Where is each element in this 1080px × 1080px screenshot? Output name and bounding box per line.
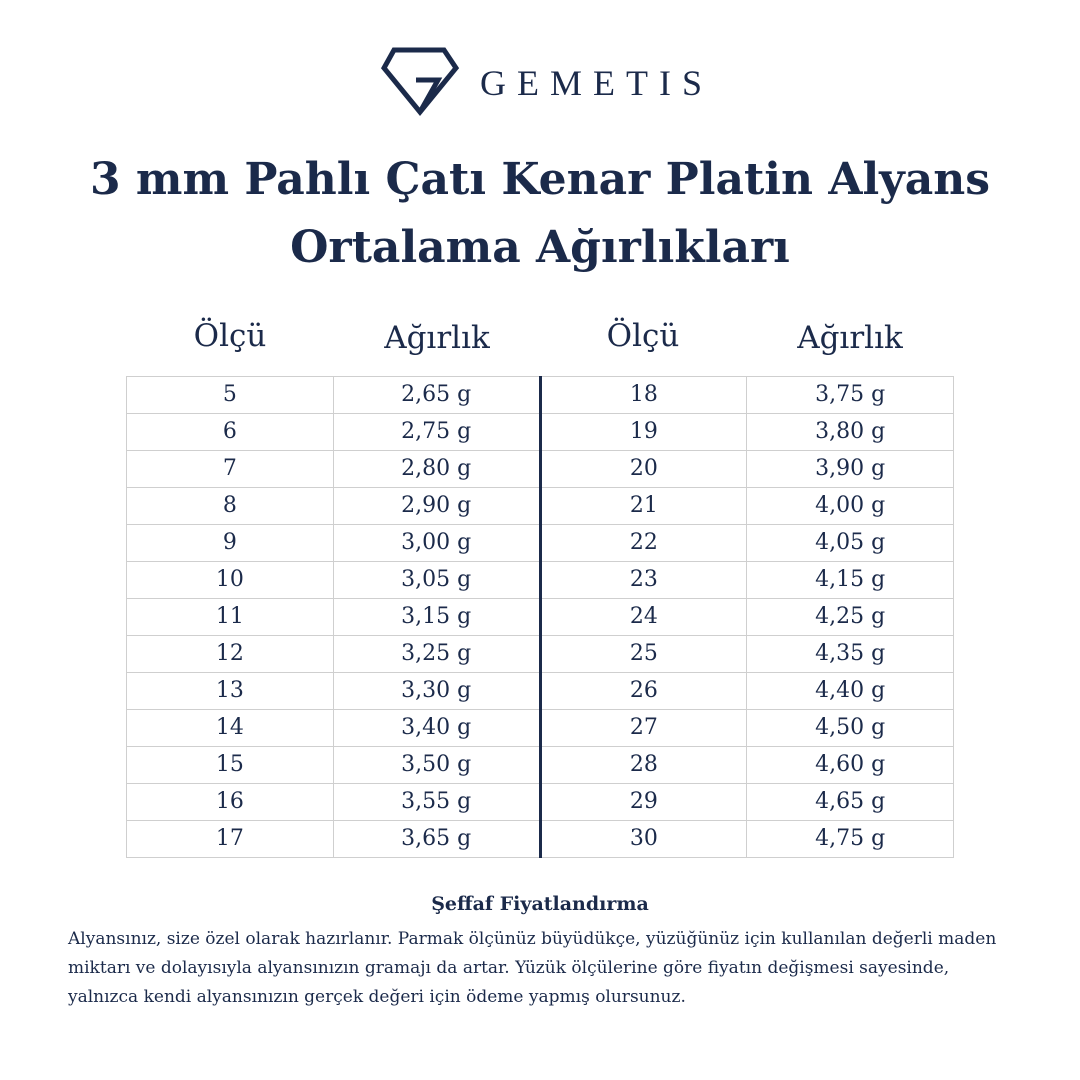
weight-left-cell: 2,90 g — [333, 488, 540, 525]
weight-right-cell: 4,60 g — [747, 747, 954, 784]
size-right-cell: 25 — [540, 636, 747, 673]
size-left-cell: 7 — [127, 451, 334, 488]
size-left-cell: 11 — [127, 599, 334, 636]
size-right-cell: 19 — [540, 414, 747, 451]
footer-body: Alyansınız, size özel olarak hazırlanır. Parmak ölçünüz büyüdükçe, yüzüğünüz için kullanılan değerli maden miktarı ve dolayısıyla alyansınızın gramajı da artar. Yüzük ölçülerine göre fiyatın değişmesi sayesinde, yalnızca kendi alyansınızın gerçek değeri için ödeme yapmış olursunuz. — [68, 929, 997, 1007]
weight-right-cell: 4,05 g — [747, 525, 954, 562]
table-row — [127, 562, 954, 599]
size-right-cell: 21 — [540, 488, 747, 525]
size-left-cell: 10 — [127, 562, 334, 599]
weight-right-cell: 4,15 g — [747, 562, 954, 599]
header-size-right: Ölçü — [606, 318, 680, 354]
size-left-cell: 9 — [127, 525, 334, 562]
size-left-cell: 14 — [127, 710, 334, 747]
weight-left-cell: 3,40 g — [333, 710, 540, 747]
table-row — [127, 710, 954, 747]
title-line-1: 3 mm Pahlı Çatı Kenar Platin Alyans — [89, 154, 991, 205]
size-left-cell: 15 — [127, 747, 334, 784]
weight-left-cell: 3,00 g — [333, 525, 540, 562]
weight-left-cell: 2,80 g — [333, 451, 540, 488]
table-row — [127, 673, 954, 710]
weight-right-cell: 3,90 g — [747, 451, 954, 488]
table-row — [127, 488, 954, 525]
weight-left-cell: 2,65 g — [333, 377, 540, 414]
header-weight-left: Ağırlık — [384, 320, 490, 356]
weight-right-cell: 4,35 g — [747, 636, 954, 673]
weight-left-cell: 3,15 g — [333, 599, 540, 636]
weight-right-cell: 4,25 g — [747, 599, 954, 636]
size-right-cell: 22 — [540, 525, 747, 562]
weight-right-cell: 4,75 g — [747, 821, 954, 858]
header-size-left: Ölçü — [193, 318, 267, 354]
size-left-cell: 16 — [127, 784, 334, 821]
size-right-cell: 26 — [540, 673, 747, 710]
weight-left-cell: 3,05 g — [333, 562, 540, 599]
table-row — [127, 821, 954, 858]
table-row — [127, 747, 954, 784]
diamond-g-icon — [380, 46, 460, 118]
weight-right-cell: 3,75 g — [747, 377, 954, 414]
title-line-2: Ortalama Ağırlıkları — [290, 222, 790, 273]
weight-left-cell: 3,50 g — [333, 747, 540, 784]
table-row — [127, 525, 954, 562]
size-right-cell: 20 — [540, 451, 747, 488]
brand-logo — [380, 46, 713, 118]
weight-left-cell: 2,75 g — [333, 414, 540, 451]
size-right-cell: 30 — [540, 821, 747, 858]
size-left-cell: 17 — [127, 821, 334, 858]
size-right-cell: 28 — [540, 747, 747, 784]
table-row — [127, 377, 954, 414]
size-right-cell: 27 — [540, 710, 747, 747]
size-left-cell: 13 — [127, 673, 334, 710]
size-left-cell: 5 — [127, 377, 334, 414]
weight-left-cell: 3,30 g — [333, 673, 540, 710]
weight-right-cell: 3,80 g — [747, 414, 954, 451]
size-right-cell: 29 — [540, 784, 747, 821]
page-title — [0, 146, 1080, 282]
table-row — [127, 414, 954, 451]
weight-right-cell: 4,40 g — [747, 673, 954, 710]
header-weight-right: Ağırlık — [797, 320, 903, 356]
table-row — [127, 636, 954, 673]
weight-right-cell: 4,65 g — [747, 784, 954, 821]
brand-name: GEMETIS — [480, 63, 713, 103]
weight-right-cell: 4,50 g — [747, 710, 954, 747]
table-row — [127, 599, 954, 636]
size-left-cell: 6 — [127, 414, 334, 451]
size-right-cell: 23 — [540, 562, 747, 599]
weights-table — [126, 376, 954, 858]
weight-right-cell: 4,00 g — [747, 488, 954, 525]
table-row — [127, 784, 954, 821]
weight-left-cell: 3,65 g — [333, 821, 540, 858]
size-left-cell: 12 — [127, 636, 334, 673]
size-right-cell: 24 — [540, 599, 747, 636]
size-right-cell: 18 — [540, 377, 747, 414]
size-left-cell: 8 — [127, 488, 334, 525]
weight-left-cell: 3,25 g — [333, 636, 540, 673]
weight-left-cell: 3,55 g — [333, 784, 540, 821]
table-row — [127, 451, 954, 488]
footer-title: Şeffaf Fiyatlandırma — [431, 893, 649, 915]
